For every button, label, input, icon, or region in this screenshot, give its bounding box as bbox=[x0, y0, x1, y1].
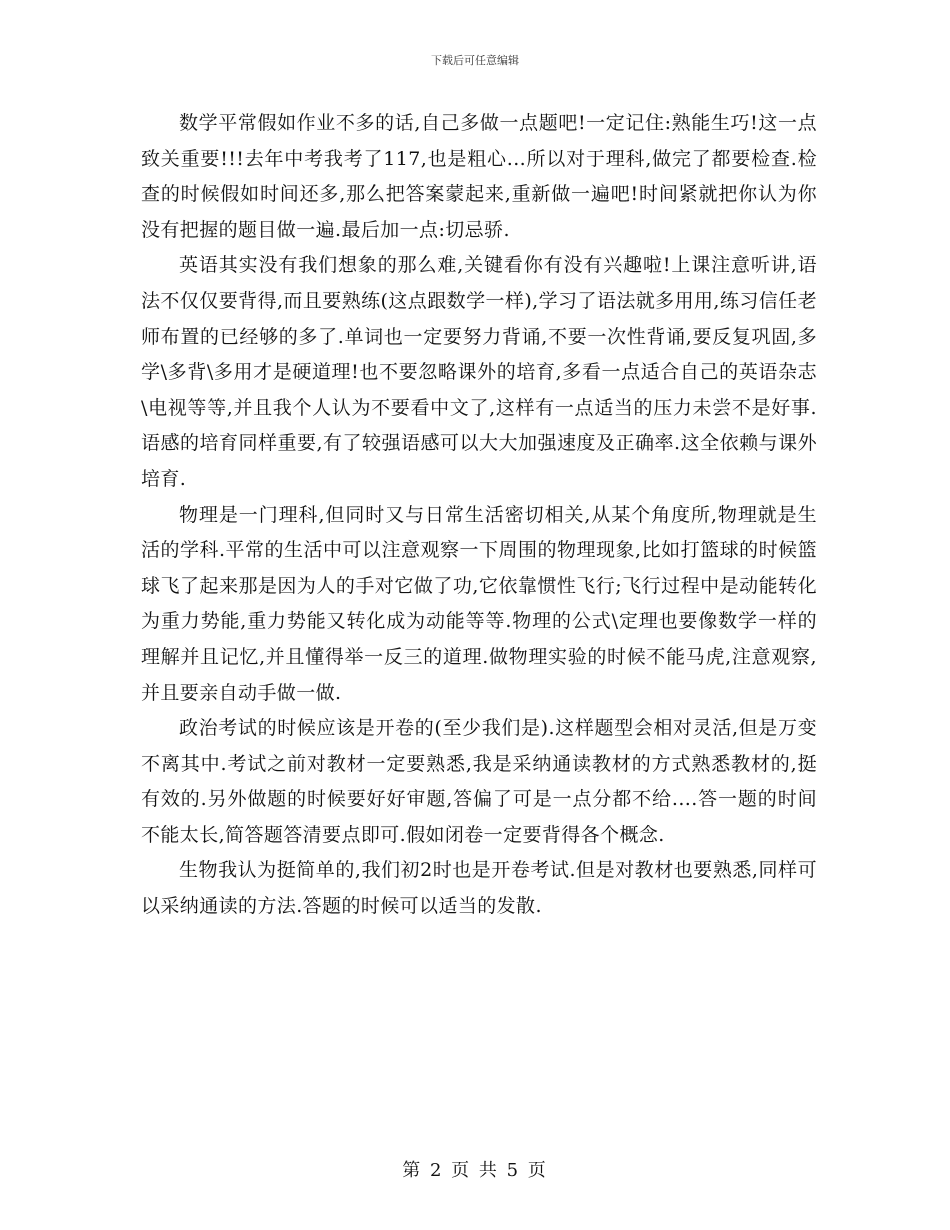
paragraph-math: 数学平常假如作业不多的话,自己多做一点题吧!一定记住:熟能生巧!这一点致关重要!!!去年中考我考了117,也是粗心...所以对于理科,做完了都要检查.检查的时候假如时间还多,那么把答案蒙起来,重新做一遍吧!时间紧就把你认为你没有把握的题目做一遍.最后加一点:切忌骄. bbox=[141, 112, 817, 241]
paragraph-biology: 生物我认为挺简单的,我们初2时也是开卷考试.但是对教材也要熟悉,同样可以采纳通读的方法.答题的时候可以适当的发散. bbox=[141, 859, 817, 918]
page-number-footer: 第 2 页 共 5 页 bbox=[402, 1160, 548, 1181]
page-header: 下载后可任意编辑 bbox=[431, 54, 519, 67]
paragraph-politics: 政治考试的时候应该是开卷的(至少我们是).这样题型会相对灵活,但是万变不离其中.考试之前对教材一定要熟悉,我是采纳通读教材的方式熟悉教材的,挺有效的.另外做题的时候要好好审题,答偏了可是一点分都不给....答一题的时间不能太长,简答题答清要点即可.假如闭卷一定要背得各个概念. bbox=[141, 717, 817, 846]
paragraph-physics: 物理是一门理科,但同时又与日常生活密切相关,从某个角度所,物理就是生活的学科.平常的生活中可以注意观察一下周围的物理现象,比如打篮球的时候篮球飞了起来那是因为人的手对它做了功,它依靠惯性飞行;飞行过程中是动能转化为重力势能,重力势能又转化成为动能等等.物理的公式\定理也要像数学一样的理解并且记忆,并且懂得举一反三的道理.做物理实验的时候不能马虎,注意观察,并且要亲自动手做一做. bbox=[141, 503, 817, 704]
paragraph-english: 英语其实没有我们想象的那么难,关键看你有没有兴趣啦!上课注意听讲,语法不仅仅要背得,而且要熟练(这点跟数学一样),学习了语法就多用用,练习信任老师布置的已经够的多了.单词也一定要努力背诵,不要一次性背诵,要反复巩固,多学\多背\多用才是硬道理!也不要忽略课外的培育,多看一点适合自己的英语杂志\电视等等,并且我个人认为不要看中文了,这样有一点适当的压力未尝不是好事.语感的培育同样重要,有了较强语感可以大大加强速度及正确率.这全依赖与课外培育. bbox=[141, 254, 817, 490]
document-body bbox=[141, 106, 817, 925]
